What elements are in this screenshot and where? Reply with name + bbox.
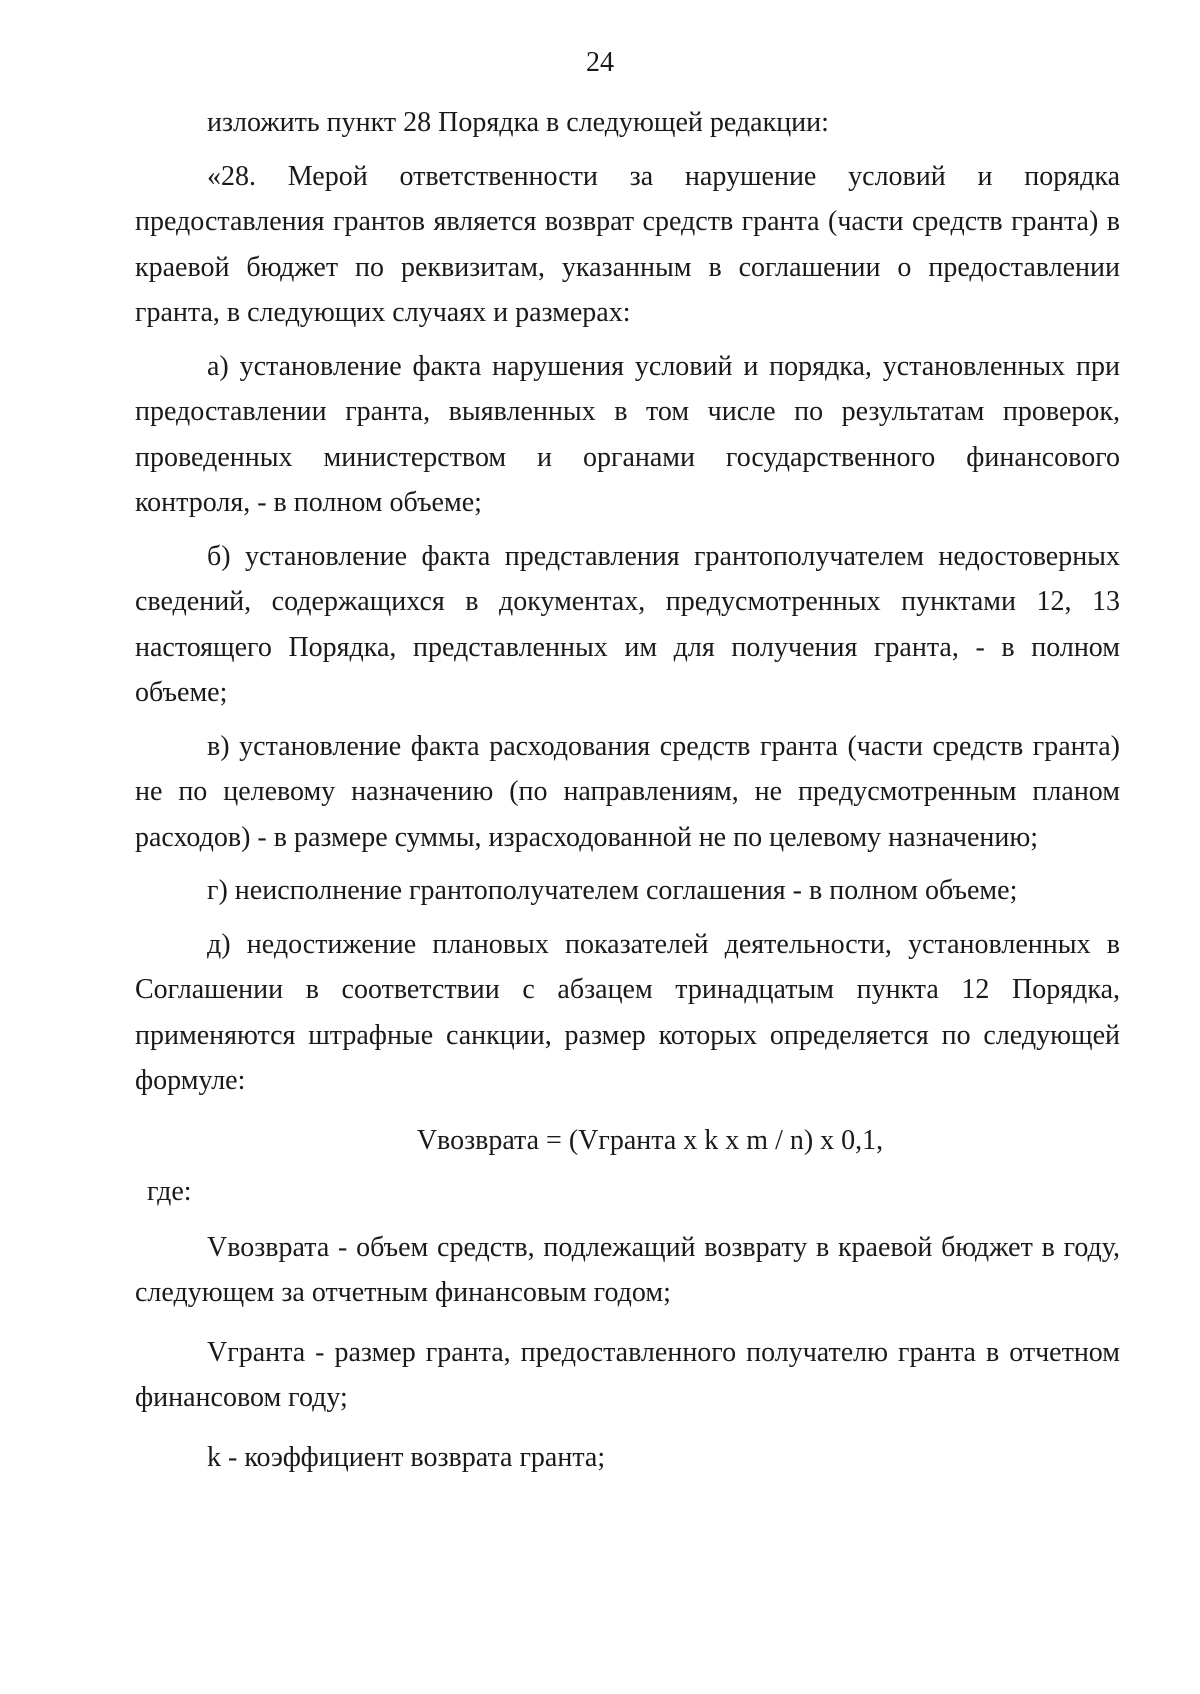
document-body (135, 100, 1120, 1494)
definition-k: k - коэффициент возврата гранта; (207, 1441, 606, 1473)
clause-d-paragraph: д) недостижение плановых показателей деятельности, установленных в Соглашении в соответствии с абзацем тринадцатым пункта 12 Порядка, применяются штрафные санкции, размер которых определяется по следующей формуле: (135, 928, 1120, 1096)
where-label: где: (147, 1176, 192, 1207)
clause-v-paragraph: в) установление факта расходования средств гранта (части средств гранта) не по целевому назначению (по направлениям, не предусмотренным планом расходов) - в размере суммы, израсходованной не по целевому назначению; (135, 730, 1120, 853)
page-number: 24 (586, 47, 614, 78)
definition-v-grant: Vгранта - размер гранта, предоставленного получателю гранта в отчетном финансовом году; (135, 1336, 1120, 1413)
clause-a-paragraph: а) установление факта нарушения условий и порядка, установленных при предоставлении гранта, выявленных в том числе по результатам проверок, проведенных министерством и органами государственного финансового контроля, - в полном объеме; (135, 350, 1120, 518)
intro-paragraph: изложить пункт 28 Порядка в следующей редакции: (207, 107, 829, 138)
clause-g-paragraph: г) неисполнение грантополучателем соглашения - в полном объеме; (207, 875, 1018, 906)
clause-28-paragraph: «28. Мерой ответственности за нарушение условий и порядка предоставления грантов является возврат средств гранта (части средств гранта) в краевой бюджет по реквизитам, указанным в соглашении о предоставлении гранта, в следующих случаях и размерах: (135, 160, 1120, 328)
return-formula: Vвозврата = (Vгранта x k x m / n) x 0,1, (416, 1124, 884, 1156)
clause-b-paragraph: б) установление факта представления грантополучателем недостоверных сведений, содержащихся в документах, предусмотренных пунктами 12, 13 настоящего Порядка, представленных им для получения гранта, - в полном объеме; (135, 540, 1120, 708)
definition-v-return: Vвозврата - объем средств, подлежащий возврату в краевой бюджет в году, следующем за отчетным финансовым годом; (135, 1231, 1120, 1308)
